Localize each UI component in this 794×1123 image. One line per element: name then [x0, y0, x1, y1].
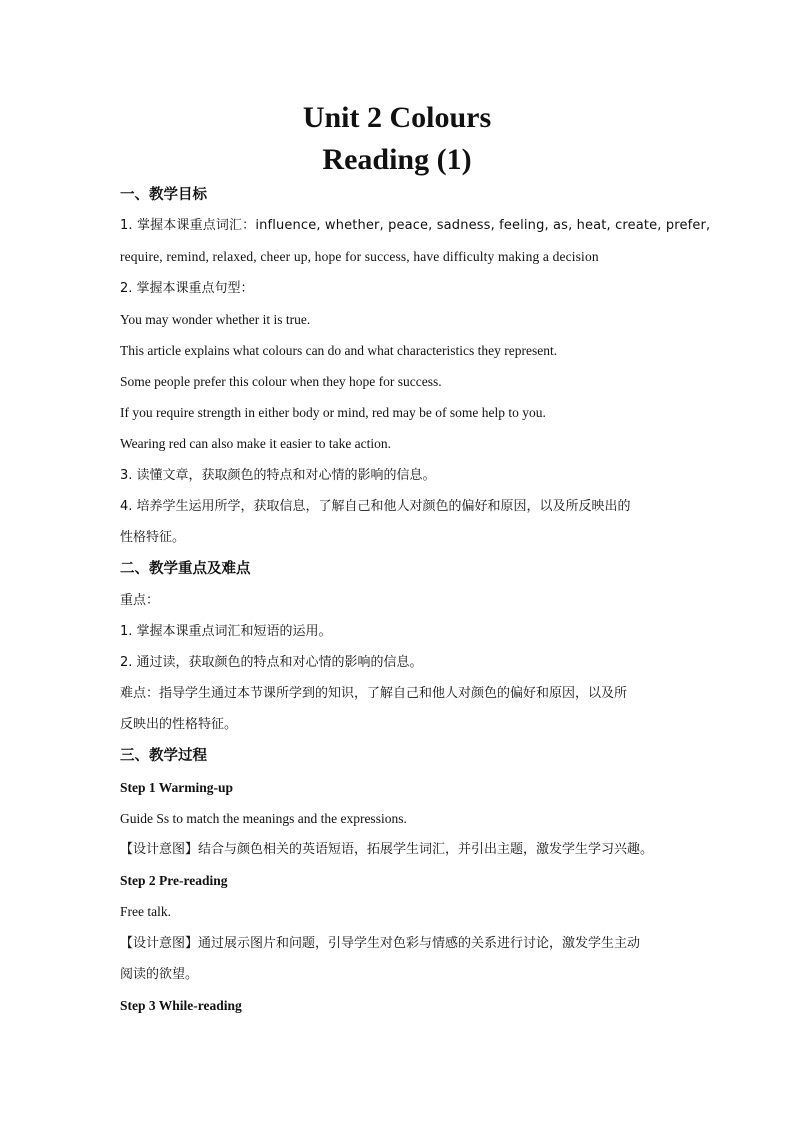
key-sentence-2: This article explains what colours can do and what characteristics they represent.: [120, 343, 558, 358]
section-heading-key-points: 二、教学重点及难点: [120, 561, 251, 577]
step-1-text: Guide Ss to match the meanings and the expressions.: [120, 811, 407, 826]
key-sentence-3: Some people prefer this colour when they hope for success.: [120, 374, 442, 389]
key-sentence-1: You may wonder whether it is true.: [120, 312, 311, 327]
step-2-text: Free talk.: [120, 904, 171, 919]
step-3-title: Step 3 While-reading: [120, 998, 242, 1013]
step-1-design-intent: 【设计意图】结合与颜色相关的英语短语，拓展学生词汇，并引出主题，激发学生学习兴趣。: [120, 842, 654, 857]
objective-1-line-2: require, remind, relaxed, cheer up, hope for success, have difficulty making a decision: [120, 249, 599, 264]
step-2-design-intent-line-1: 【设计意图】通过展示图片和问题，引导学生对色彩与情感的关系进行讨论，激发学生主动: [120, 936, 641, 951]
key-point-1: 1. 掌握本课重点词汇和短语的运用。: [120, 624, 332, 639]
key-point-2: 2. 通过读，获取颜色的特点和对心情的影响的信息。: [120, 655, 423, 670]
key-sentence-5: Wearing red can also make it easier to take action.: [120, 436, 392, 451]
step-1-title: Step 1 Warming-up: [120, 780, 234, 795]
difficult-point-line-1: 难点：指导学生通过本节课所学到的知识，了解自己和他人对颜色的偏好和原因，以及所: [120, 686, 628, 701]
section-heading-objectives: 一、教学目标: [120, 187, 207, 203]
difficult-point-line-2: 反映出的性格特征。: [120, 717, 238, 732]
step-2-design-intent-line-2: 阅读的欲望。: [120, 967, 199, 982]
objective-2: 2. 掌握本课重点句型：: [120, 281, 254, 296]
objective-4-line-1: 4. 培养学生运用所学，获取信息，了解自己和他人对颜色的偏好和原因，以及所反映出的: [120, 499, 631, 514]
section-heading-process: 三、教学过程: [120, 748, 207, 764]
objective-4-line-2: 性格特征。: [120, 530, 186, 545]
key-points-label: 重点：: [120, 593, 160, 608]
document-title: Unit 2 Colours: [302, 101, 492, 134]
document-subtitle: Reading (1): [322, 143, 472, 176]
key-sentence-4: If you require strength in either body or mind, red may be of some help to you.: [120, 405, 546, 420]
step-2-title: Step 2 Pre-reading: [120, 873, 228, 888]
objective-1-line-1: 1. 掌握本课重点词汇：influence, whether, peace, sadness, feeling, as, heat, create, prefer,: [120, 218, 711, 233]
objective-3: 3. 读懂文章，获取颜色的特点和对心情的影响的信息。: [120, 468, 436, 483]
